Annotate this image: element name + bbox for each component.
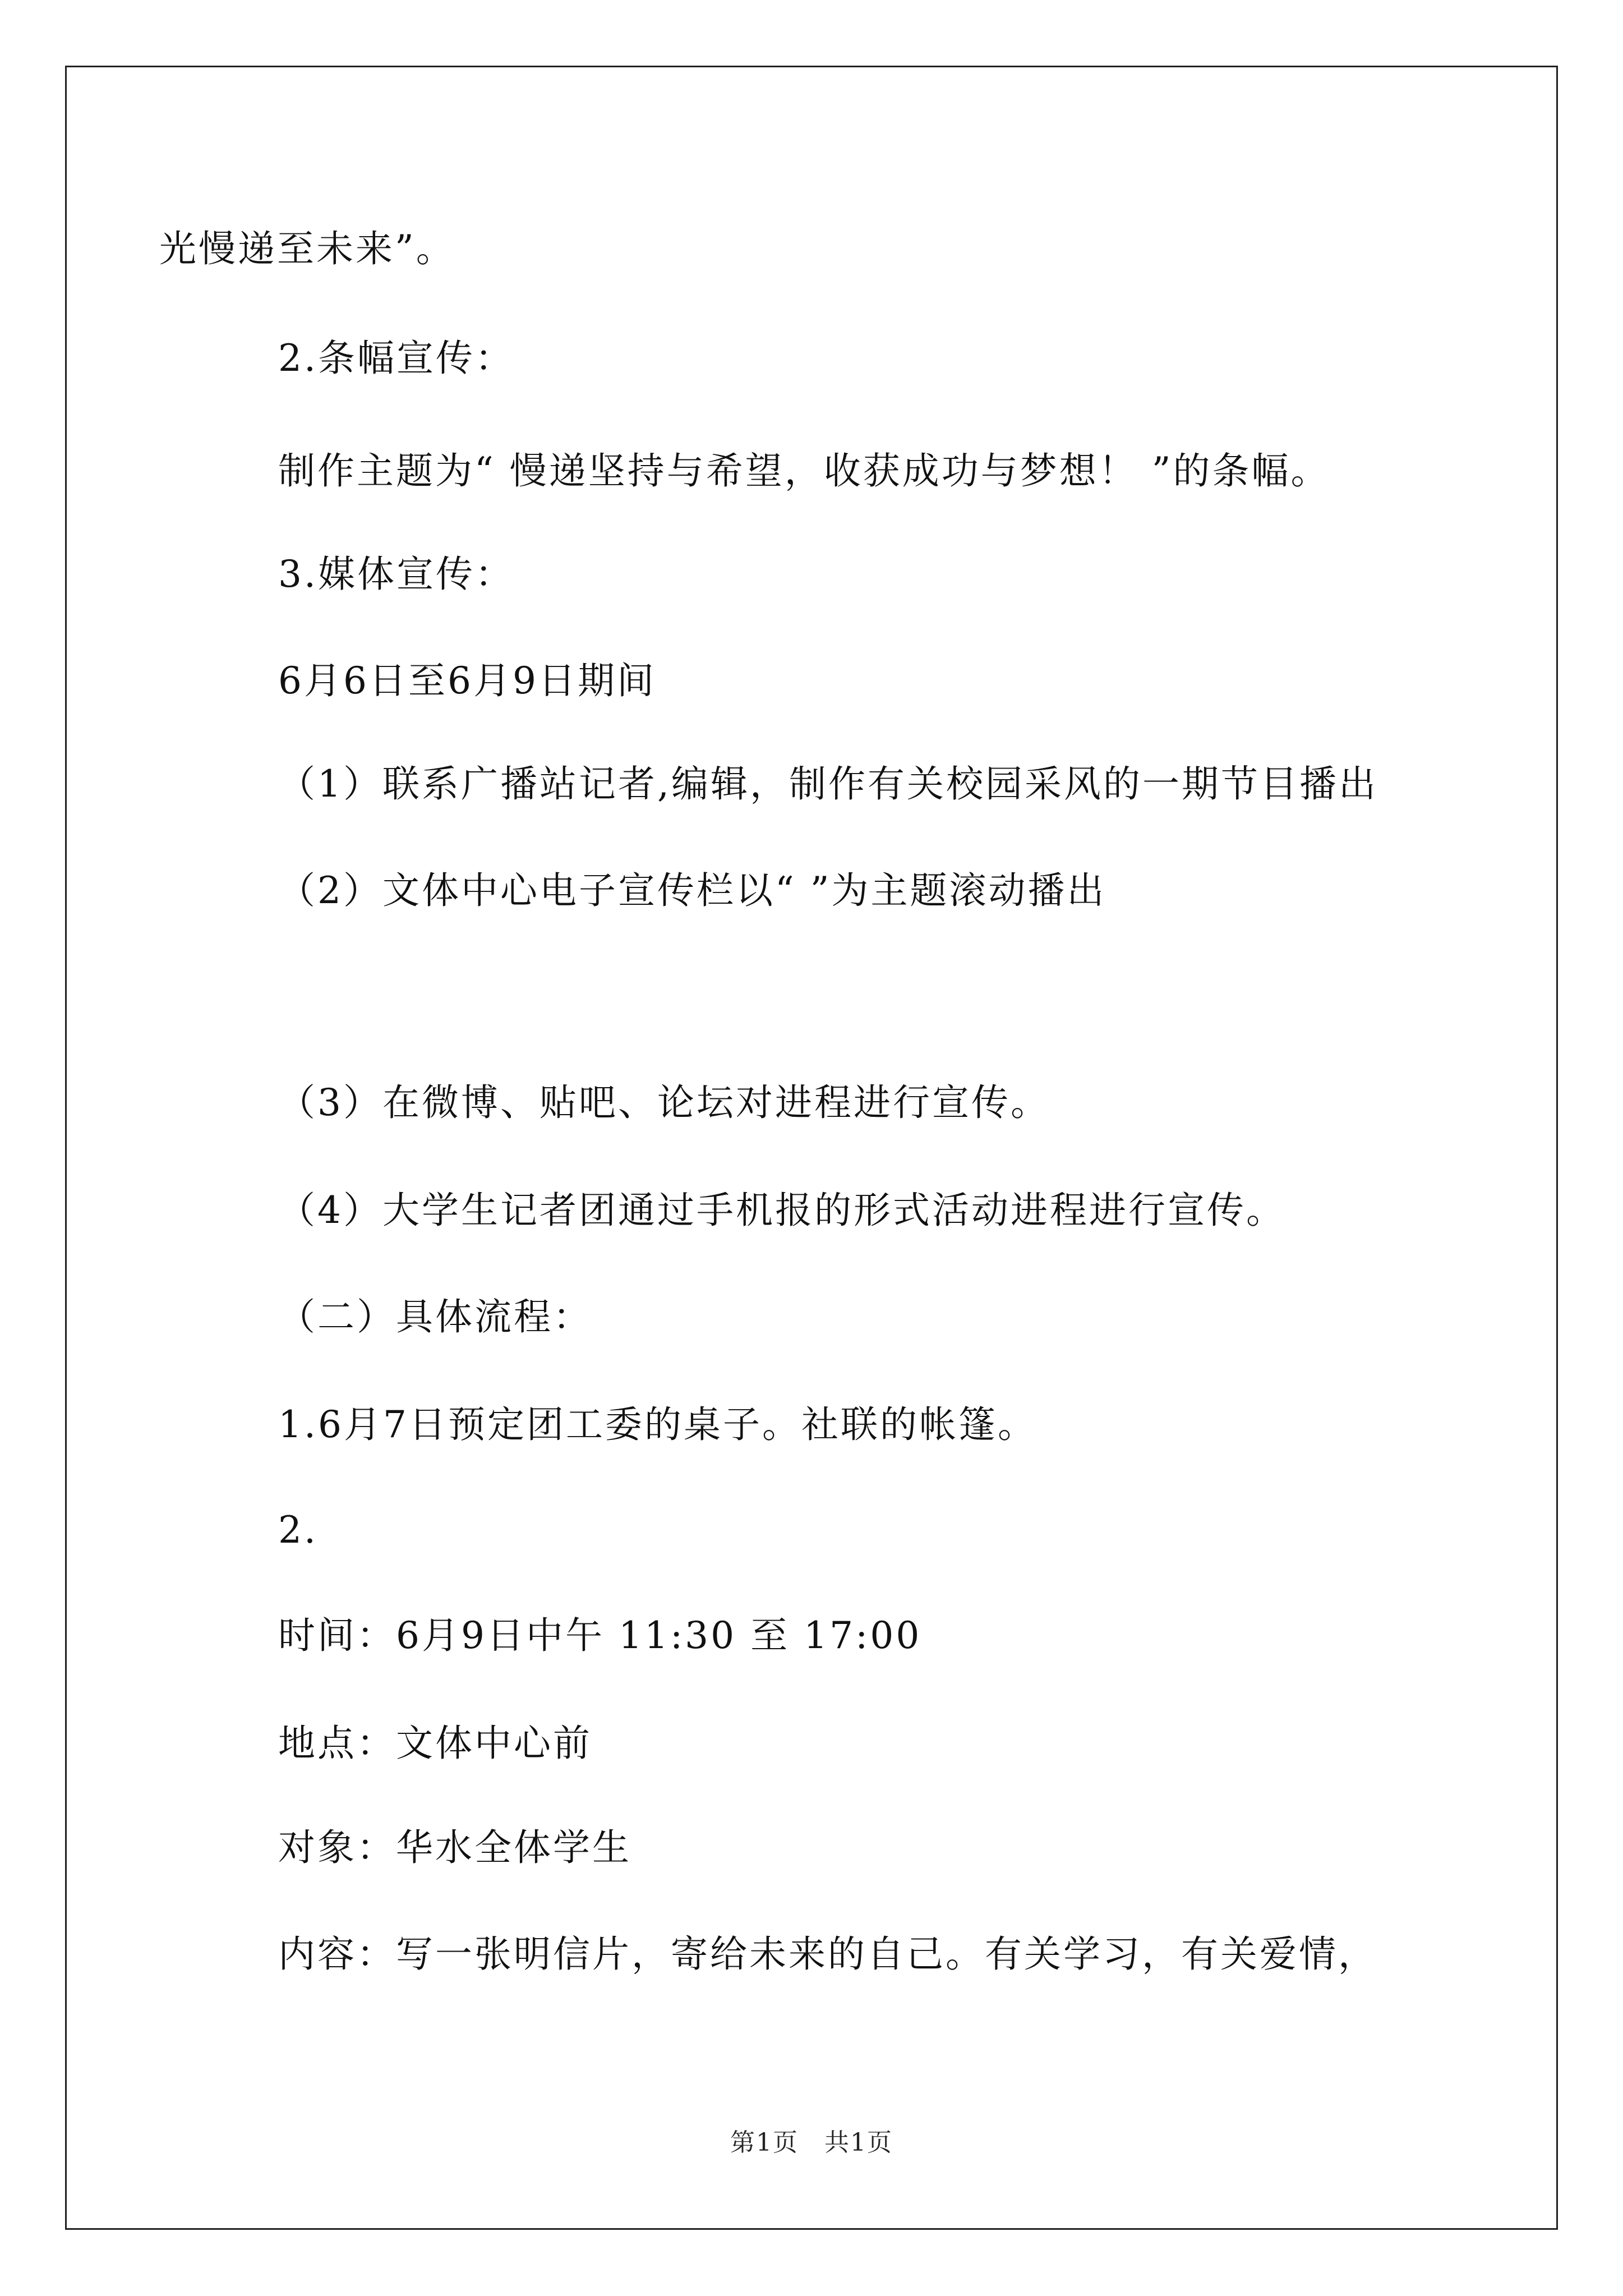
text-line: 2. [278, 1508, 318, 1552]
text-line: 内容：写一张明信片，寄给未来的自己。有关学习，有关爱情， [278, 1932, 1377, 1976]
text-line: （4）大学生记者团通过手机报的形式活动进程进行宣传。 [278, 1189, 1285, 1232]
page-border [65, 66, 1558, 2230]
page-number: 第1页 共1页 [730, 2128, 893, 2157]
text-line: 3.媒体宣传： [278, 553, 514, 596]
text-line: 6月6日至6月9日期间 [278, 659, 656, 702]
text-line: （1）联系广播站记者,编辑，制作有关校园采风的一期节目播出 [278, 762, 1378, 806]
text-line: 光慢递至未来”。 [159, 227, 455, 270]
text-line: 2.条幅宣传： [278, 337, 514, 380]
text-line: 对象：华水全体学生 [278, 1826, 631, 1869]
text-line: （2）文体中心电子宣传栏以“ ”为主题滚动播出 [278, 869, 1106, 912]
text-line: 1.6月7日预定团工委的桌子。社联的帐篷。 [278, 1403, 1037, 1446]
text-line: （3）在微博、贴吧、论坛对进程进行宣传。 [278, 1081, 1050, 1124]
text-line: 地点：文体中心前 [278, 1722, 592, 1765]
text-line: 制作主题为“ 慢递坚持与希望，收获成功与梦想！ ”的条幅。 [278, 449, 1330, 493]
text-line: （二）具体流程： [278, 1295, 592, 1338]
text-line: 时间：6月9日中午 11:30 至 17:00 [278, 1614, 922, 1657]
